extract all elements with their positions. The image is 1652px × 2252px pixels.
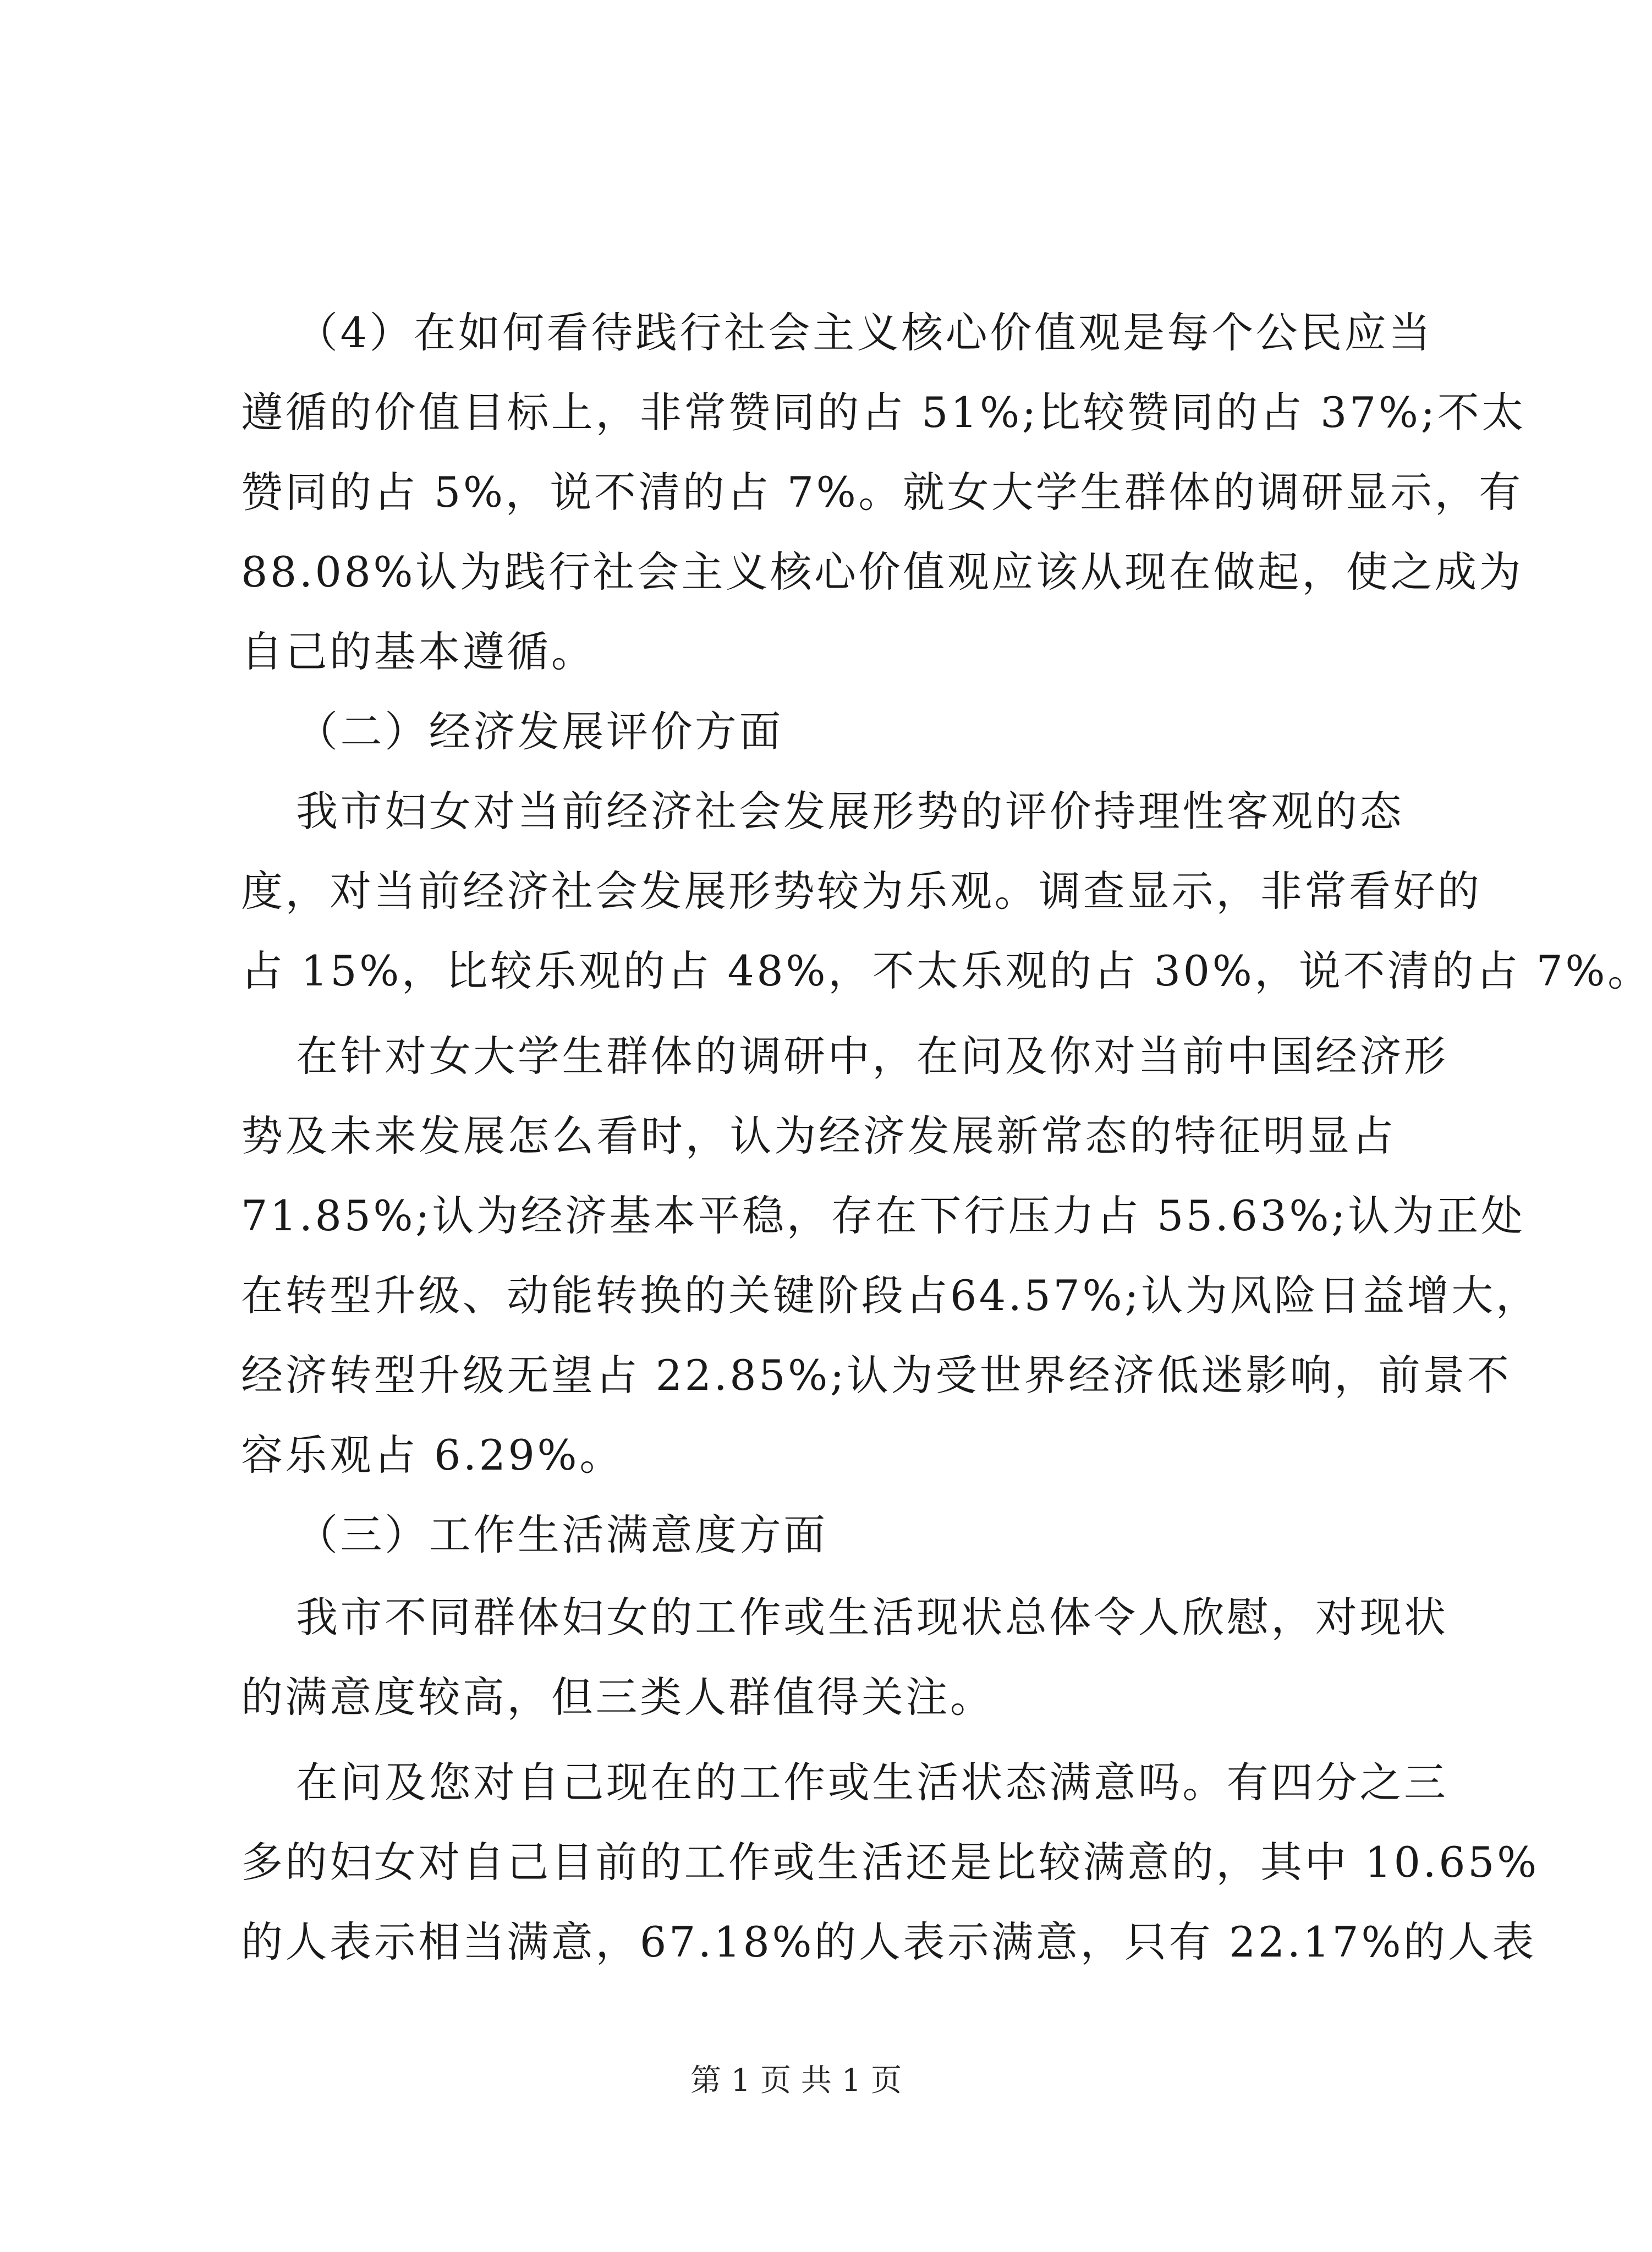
paragraph-line: 经济转型升级无望占 22.85%;认为受世界经济低迷影响，前景不 bbox=[241, 1351, 1512, 1400]
paragraph-line: 多的妇女对自己目前的工作或生活还是比较满意的，其中 10.65% bbox=[241, 1838, 1539, 1887]
paragraph-line: 在转型升级、动能转换的关键阶段占64.57%;认为风险日益增大， bbox=[241, 1271, 1540, 1320]
paragraph-line: 赞同的占 5%，说不清的占 7%。就女大学生群体的调研显示，有 bbox=[241, 468, 1523, 517]
paragraph-line: （4）在如何看待践行社会主义核心价值观是每个公民应当 bbox=[296, 308, 1433, 357]
paragraph-line: 自己的基本遵循。 bbox=[241, 627, 596, 676]
paragraph-line: 度，对当前经济社会发展形势较为乐观。调查显示，非常看好的 bbox=[241, 867, 1482, 916]
paragraph-line: 的满意度较高，但三类人群值得关注。 bbox=[241, 1673, 995, 1722]
paragraph-line: 我市妇女对当前经济社会发展形势的评价持理性客观的态 bbox=[296, 787, 1404, 836]
paragraph-line: 容乐观占 6.29%。 bbox=[241, 1431, 624, 1480]
section-heading: （三）工作生活满意度方面 bbox=[296, 1510, 828, 1559]
paragraph-line: 势及未来发展怎么看时，认为经济发展新常态的特征明显占 bbox=[241, 1111, 1396, 1160]
paragraph-line: 在针对女大学生群体的调研中，在问及你对当前中国经济形 bbox=[296, 1032, 1448, 1081]
section-heading: （二）经济发展评价方面 bbox=[296, 707, 784, 756]
page-footer: 第 1 页 共 1 页 bbox=[690, 2063, 902, 2098]
paragraph-line: 遵循的价值目标上，非常赞同的占 51%;比较赞同的占 37%;不太 bbox=[241, 388, 1526, 437]
paragraph-line: 占 15%，比较乐观的占 48%，不太乐观的占 30%，说不清的占 7%。 bbox=[241, 946, 1652, 995]
paragraph-line: 88.08%认为践行社会主义核心价值观应该从现在做起，使之成为 bbox=[241, 547, 1524, 596]
paragraph-line: 71.85%;认为经济基本平稳，存在下行压力占 55.63%;认为正处 bbox=[241, 1191, 1525, 1240]
paragraph-line: 的人表示相当满意，67.18%的人表示满意，只有 22.17%的人表 bbox=[241, 1917, 1536, 1966]
paragraph-line: 我市不同群体妇女的工作或生活现状总体令人欣慰，对现状 bbox=[296, 1593, 1448, 1642]
paragraph-line: 在问及您对自己现在的工作或生活状态满意吗。有四分之三 bbox=[296, 1758, 1448, 1807]
